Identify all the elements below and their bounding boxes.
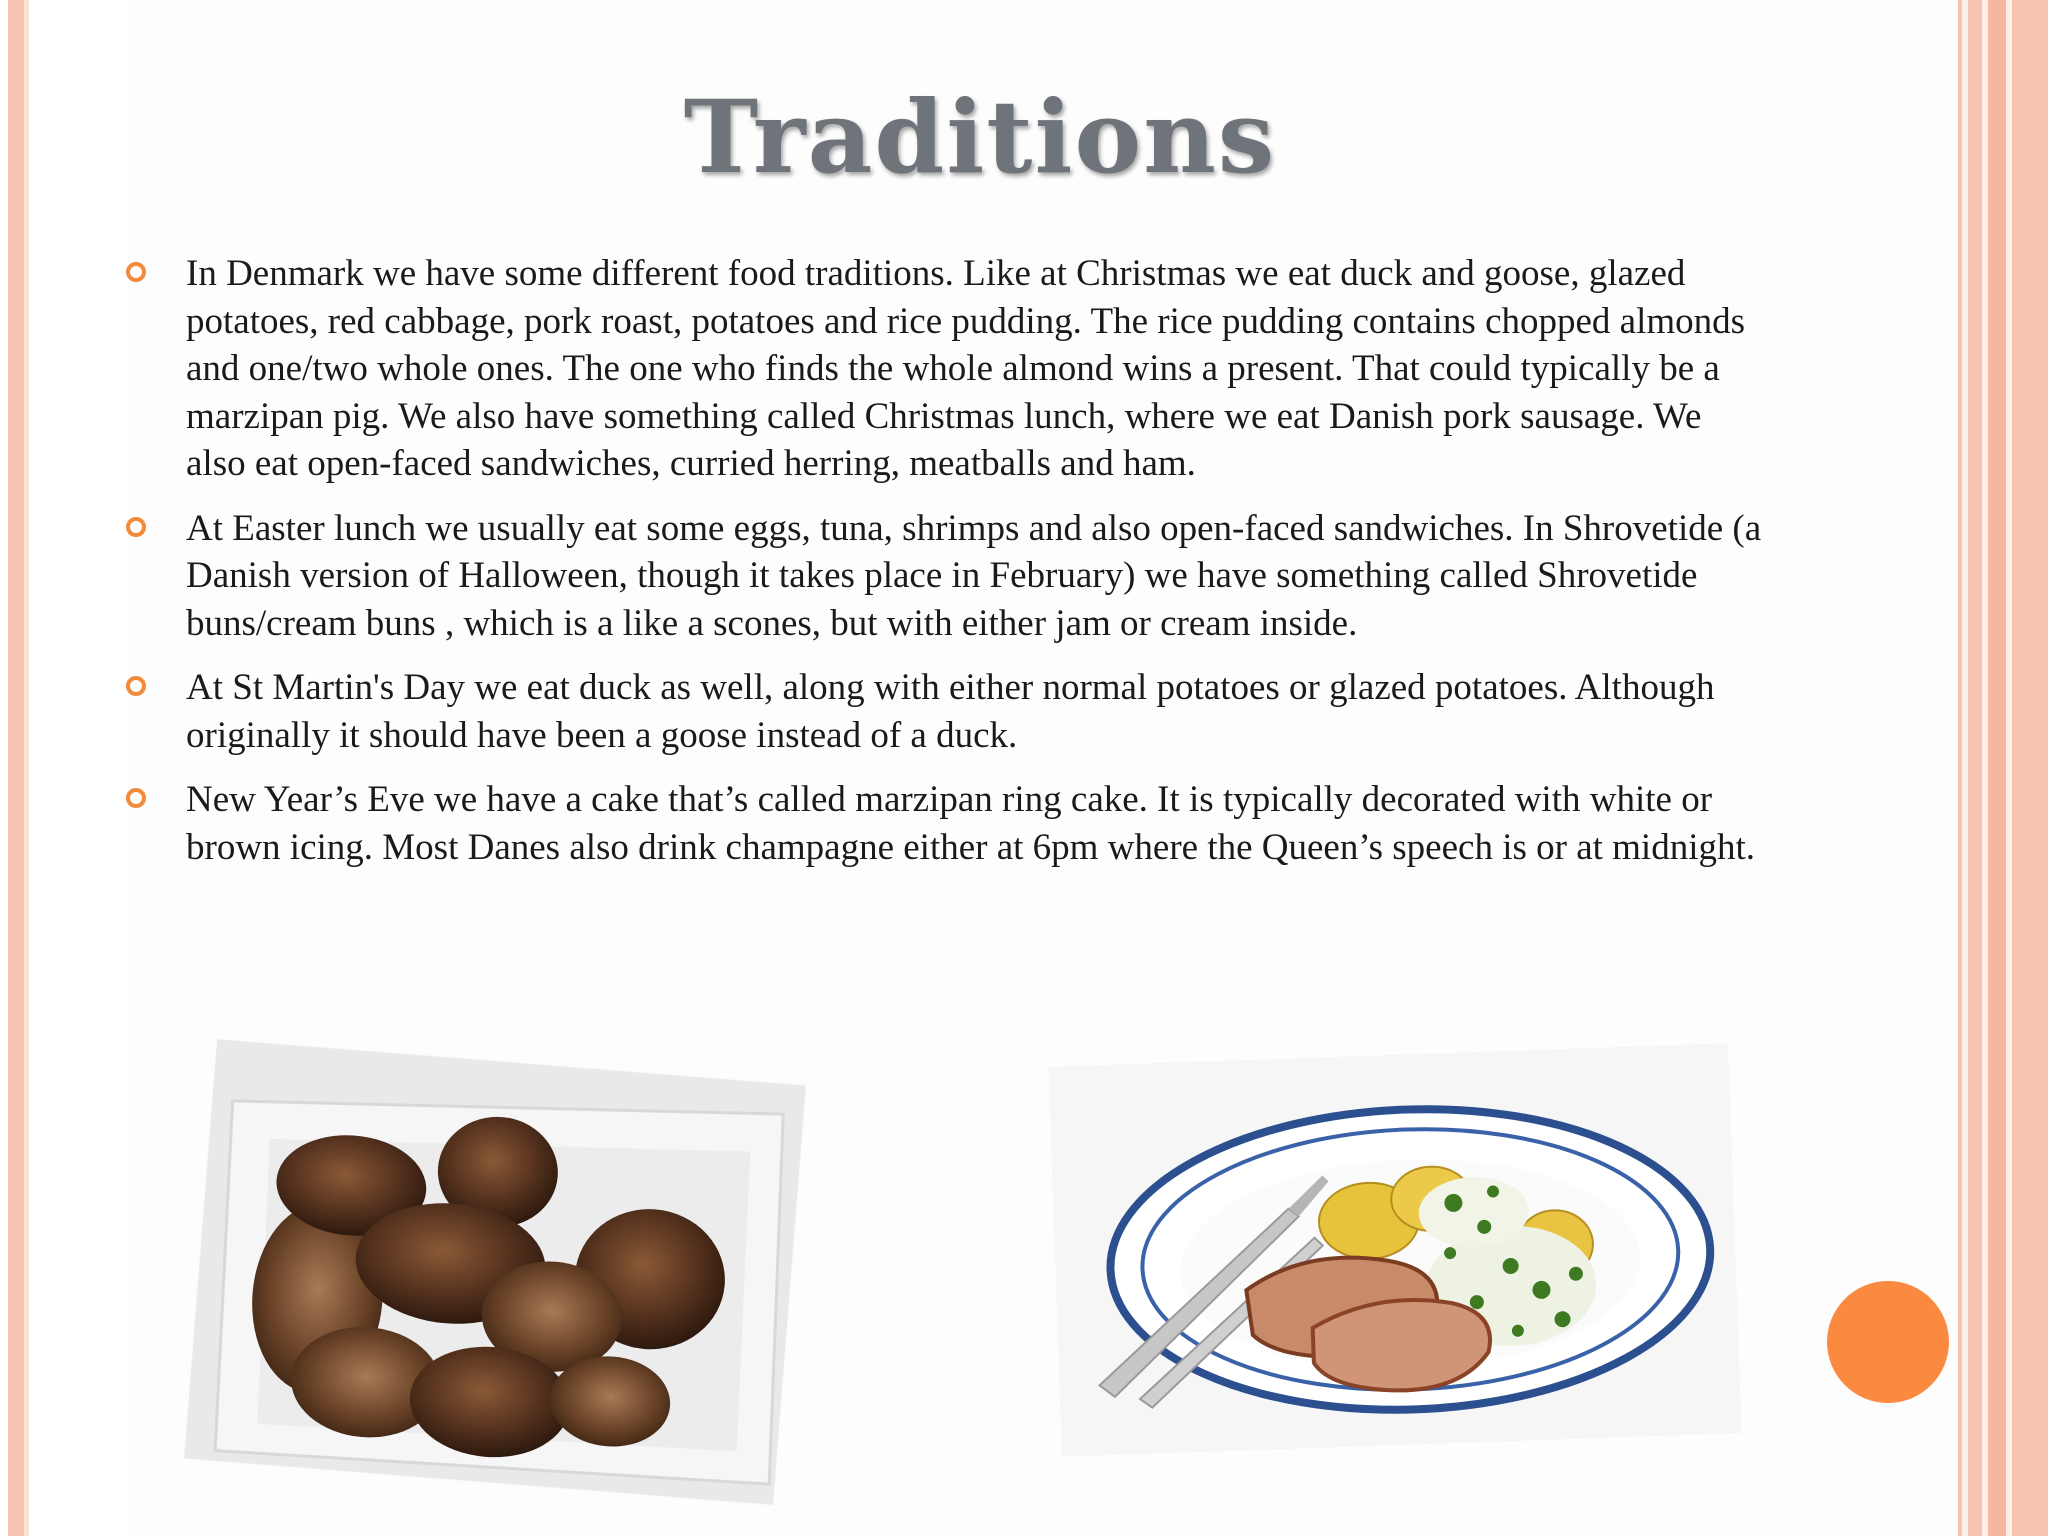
meatballs-image (184, 1040, 805, 1505)
bullet-item (122, 250, 1762, 488)
bullet-text: At Easter lunch we usually eat some eggs, tuna, shrimps and also open-faced sandwiches. In Shrovetide (a Danish version of Halloween, though it takes place in February) we have something called Shrovetide buns/cream buns , which is a like a scones, but with either jam or cream inside. (186, 507, 1762, 644)
right-stripe-decoration (1988, 0, 2006, 1536)
left-border-decoration (8, 0, 24, 1536)
slide-title: Traditions (683, 78, 1277, 196)
bullet-item (122, 664, 1762, 759)
right-stripe-decoration (1968, 0, 1982, 1536)
bullet-item (122, 505, 1762, 648)
bullet-item (122, 776, 1762, 871)
bullet-circle-icon (126, 676, 146, 696)
right-stripe-decoration (2012, 0, 2048, 1536)
meatballs-photo (184, 1040, 805, 1505)
plate-photo (1048, 1043, 1741, 1456)
bullet-list (122, 250, 1762, 888)
bullet-text: New Year’s Eve we have a cake that’s called marzipan ring cake. It is typically decorated with white or brown icing. Most Danes also drink champagne either at 6pm where the Queen’s speech is or at midnight. (186, 779, 1756, 868)
bullet-text: At St Martin's Day we eat duck as well, along with either normal potatoes or glazed potatoes. Although originally it should have been a goose instead of a duck. (186, 667, 1715, 756)
orange-circle-decoration (1827, 1281, 1949, 1403)
bullet-circle-icon (126, 262, 146, 282)
plate-image (1048, 1043, 1741, 1456)
bullet-circle-icon (126, 788, 146, 808)
bullet-text: In Denmark we have some different food traditions. Like at Christmas we eat duck and goose, glazed potatoes, red cabbage, pork roast, potatoes and rice pudding. The rice pudding contains chopped almonds and one/two whole ones. The one who finds the whole almond wins a present. That could typically be a marzipan pig. We also have something called Christmas lunch, where we eat Danish pork sausage. We also eat open-faced sandwiches, curried herring, meatballs and ham. (186, 253, 1746, 484)
bullet-circle-icon (126, 517, 146, 537)
left-border-inner-decoration (24, 0, 29, 1536)
